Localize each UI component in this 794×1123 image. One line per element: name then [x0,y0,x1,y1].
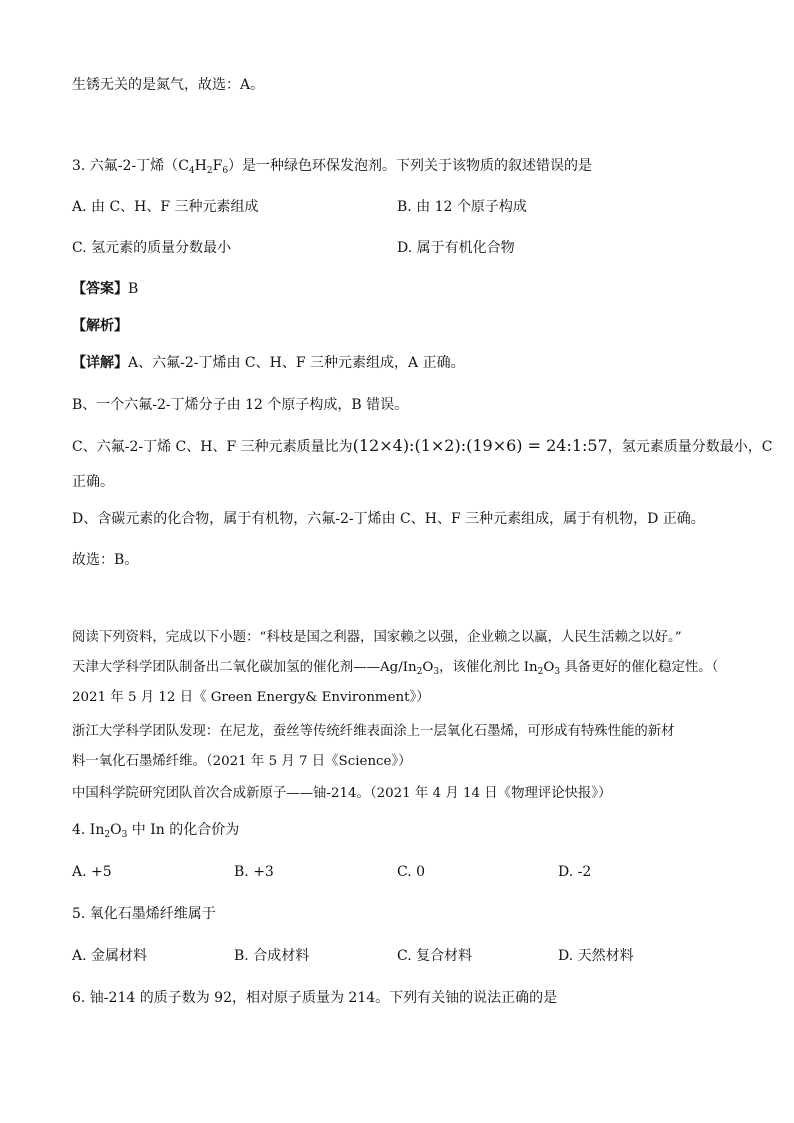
p1-sub-1: 2 [416,667,423,677]
detail-c-line2: 正确。 [72,474,114,490]
detail-a [72,353,465,373]
mass-ratio-formula: (12×4):(1×2):(19×6) = 24:1:57 [352,436,608,455]
answer-label: 【答案】 [72,281,128,297]
p1-text-3: ，该催化剂比 In [439,660,538,675]
q5-option-b: B. 合成材料 [234,948,310,964]
passage-p2-line2: 料一氧化石墨烯纤维。（2021 年 5 月 7 日《Science》） [72,754,412,769]
q3-option-b: B. 由 12 个原子构成 [397,199,527,215]
p1-text-5: 具备更好的催化稳定性。（ [560,660,719,675]
question-5-stem: 5. 氧化石墨烯纤维属于 [72,906,216,922]
formula-c: C [178,158,189,174]
q4-option-a: A. +5 [72,864,112,880]
question-4-stem [72,820,239,845]
q3-option-a: A. 由 C、H、F 三种元素组成 [72,199,259,215]
q3-formula [178,158,228,174]
detail-c-line1 [72,436,773,457]
q4-option-b: B. +3 [234,864,274,880]
q5-option-d: D. 天然材料 [558,948,634,964]
previous-answer-tail: 生锈无关的是氮气，故选：A。 [72,77,265,93]
q3-option-d: D. 属于有机化合物 [397,240,515,256]
q4-option-c: C. 0 [397,864,426,880]
q3-option-c: C. 氢元素的质量分数最小 [72,240,232,256]
q4-option-d: D. -2 [558,864,592,880]
p1-text-4: O [543,660,555,675]
detail-c-text: C、六氟-2-丁烯 C、H、F 三种元素质量比为 [72,439,353,455]
q3-answer [72,279,138,299]
p1-text-1: 天津大学科学团队制备出二氧化碳加氢的催化剂——Ag/In [72,660,417,675]
question-3-stem [72,156,592,181]
p1-sub-4: 3 [554,667,561,677]
detail-label: 【详解】 [72,355,128,371]
formula-f-sub: 6 [222,166,229,176]
q3-stem-suffix: ）是一种绿色环保发泡剂。下列关于该物质的叙述错误的是 [228,158,593,174]
analysis-label: 【解析】 [72,318,128,334]
passage-p2-line1: 浙江大学科学团队发现：在尼龙，蚕丝等传统纤维表面涂上一层氧化石墨烯，可形成有特殊性能的新材 [72,724,675,739]
q5-option-a: A. 金属材料 [72,948,148,964]
passage-p3: 中国科学院研究团队首次合成新原子——铀-214。（2021 年 4 月 14 日《物理评论快报》） [72,786,612,801]
q3-stem-prefix: 3. 六氟-2-丁烯（ [72,158,179,174]
formula-c-sub: 4 [188,166,195,176]
q4-text-1: 4. In [72,822,105,838]
conclusion: 故选：B。 [72,552,139,568]
p1-sub-3: 2 [537,667,544,677]
passage-p1-line1 [72,658,718,682]
formula-h-sub: 2 [206,166,213,176]
answer-value: B [128,281,139,297]
detail-d: D、含碳元素的化合物，属于有机物，六氟-2-丁烯由 C、H、F 三种元素组成，属于有机物，D 正确。 [72,511,705,527]
q4-sub-2: 3 [121,830,128,840]
detail-a-text: A、六氟-2-丁烯由 C、H、F 三种元素组成，A 正确。 [128,355,465,371]
detail-b: B、一个六氟-2-丁烯分子由 12 个原子构成，B 错误。 [72,397,409,413]
p1-text-2: O [422,660,434,675]
q4-sub-1: 2 [104,830,111,840]
question-6-stem: 6. 铀-214 的质子数为 92，相对原子质量为 214。下列有关铀的说法正确的是 [72,990,558,1006]
formula-h: H [194,158,207,174]
p1-sub-2: 3 [433,667,440,677]
q5-option-c: C. 复合材料 [397,948,473,964]
q4-text-3: 中 In 的化合价为 [127,822,240,838]
passage-intro: 阅读下列资料，完成以下小题：“科枝是国之利器，国家赖之以强，企业赖之以赢，人民生活赖之以好。” [72,630,682,645]
q4-text-2: O [110,822,122,838]
detail-c-text-tail: ，氢元素质量分数最小，C [607,439,773,455]
formula-f: F [212,158,223,174]
passage-p1-line2: 2021 年 5 月 12 日《 Green Energy& Environment》） [72,690,430,705]
